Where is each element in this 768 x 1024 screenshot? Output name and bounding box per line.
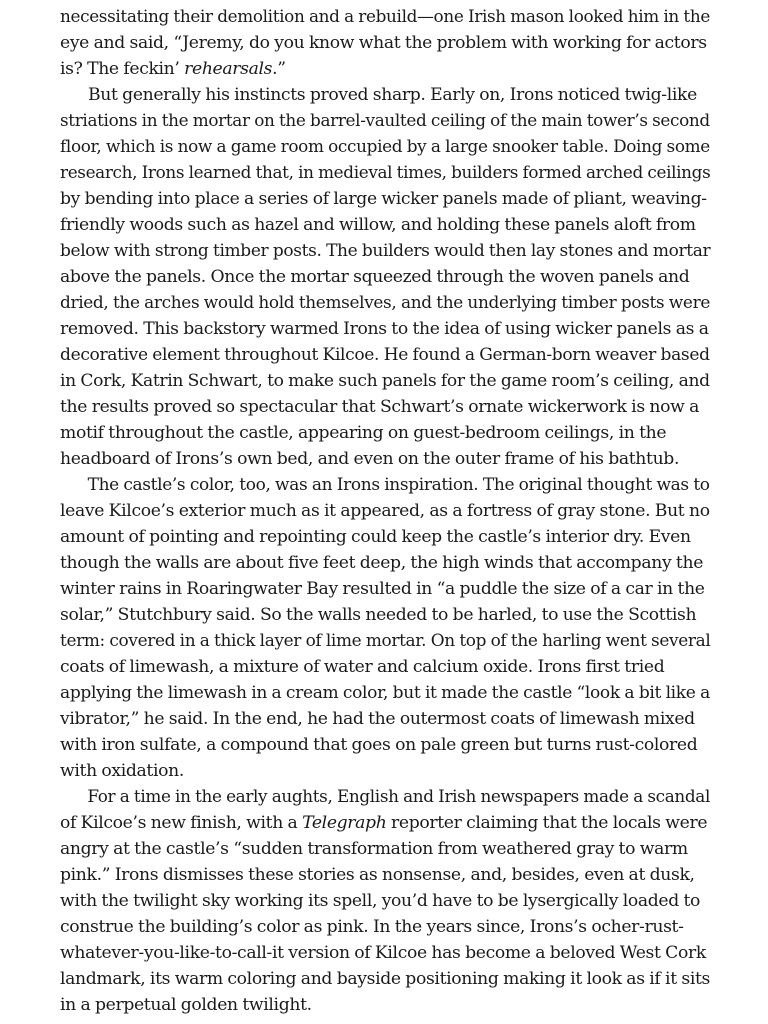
- text-line: [60, 264, 710, 290]
- text-line: [60, 680, 710, 706]
- text-segment: decorative element throughout Kilcoe. He found a German-born weaver based: [60, 345, 710, 365]
- text-line: [60, 966, 710, 992]
- text-segment: solar,” Stutchbury said. So the walls needed to be harled, to use the Scottish: [60, 605, 697, 625]
- text-segment: striations in the mortar on the barrel-vaulted ceiling of the main tower’s second: [60, 111, 710, 131]
- text-line: [60, 784, 711, 810]
- text-segment: coats of limewash, a mixture of water and calcium oxide. Irons first tried: [60, 657, 665, 677]
- text-line: [60, 888, 710, 914]
- text-line: [60, 238, 711, 264]
- text-segment: with the twilight sky working its spell, you’d have to be lysergically loaded to: [60, 891, 701, 911]
- text-line: [60, 342, 710, 368]
- text-segment: below with strong timber posts. The builders would then lay stones and mortar: [60, 241, 711, 261]
- text-segment: research, Irons learned that, in medieval times, builders formed arched ceilings: [60, 163, 711, 183]
- text-line: [60, 550, 710, 576]
- text-line: [60, 914, 710, 940]
- text-line: [60, 108, 710, 134]
- italic-text: Telegraph: [302, 813, 387, 833]
- paragraph: [60, 4, 710, 82]
- text-segment: with iron sulfate, a compound that goes on pale green but turns rust-colored: [60, 735, 698, 755]
- text-segment: leave Kilcoe’s exterior much as it appeared, as a fortress of gray stone. But no: [60, 501, 710, 521]
- paragraph: [60, 784, 710, 1018]
- text-line: [60, 498, 710, 524]
- text-segment: the results proved so spectacular that Schwart’s ornate wickerwork is now a: [60, 397, 699, 417]
- text-line: [60, 992, 710, 1018]
- text-segment: with oxidation.: [60, 761, 184, 781]
- text-segment: For a time in the early aughts, English and Irish newspapers made a scandal: [87, 787, 711, 807]
- text-line: [60, 30, 710, 56]
- text-segment: pink.” Irons dismisses these stories as nonsense, and, besides, even at dusk,: [60, 865, 695, 885]
- text-segment: dried, the arches would hold themselves, and the underlying timber posts were: [60, 293, 710, 313]
- text-segment: friendly woods such as hazel and willow, and holding these panels aloft from: [60, 215, 696, 235]
- text-line: [60, 602, 710, 628]
- text-segment: is? The feckin’: [60, 59, 185, 79]
- text-segment: vibrator,” he said. In the end, he had the outermost coats of limewash mixed: [60, 709, 695, 729]
- text-line: [60, 654, 710, 680]
- text-segment: removed. This backstory warmed Irons to the idea of using wicker panels as a: [60, 319, 709, 339]
- paragraph: [60, 82, 710, 472]
- paragraph: [60, 472, 710, 784]
- text-segment: motif throughout the castle, appearing on guest-bedroom ceilings, in the: [60, 423, 667, 443]
- text-line: [60, 4, 710, 30]
- text-segment: above the panels. Once the mortar squeezed through the woven panels and: [60, 267, 690, 287]
- text-segment: .”: [272, 59, 286, 79]
- text-line: [60, 758, 710, 784]
- text-line: [60, 472, 710, 498]
- text-segment: winter rains in Roaringwater Bay resulted in “a puddle the size of a car in the: [60, 579, 705, 599]
- text-segment: necessitating their demolition and a rebuild—one Irish mason looked him in the: [60, 7, 710, 27]
- text-line: [60, 810, 710, 836]
- text-segment: landmark, its warm coloring and bayside positioning making it look as if it sits: [60, 969, 711, 989]
- text-line: [60, 368, 710, 394]
- text-segment: term: covered in a thick layer of lime mortar. On top of the harling went several: [60, 631, 711, 651]
- text-line: [60, 394, 710, 420]
- article-page: [60, 4, 710, 1018]
- text-line: [60, 628, 711, 654]
- text-line: [60, 576, 710, 602]
- text-line: [60, 836, 710, 862]
- text-line: [60, 56, 710, 82]
- text-segment: angry at the castle’s “sudden transformation from weathered gray to warm: [60, 839, 688, 859]
- text-segment: floor, which is now a game room occupied by a large snooker table. Doing some: [60, 137, 710, 157]
- text-line: [60, 420, 710, 446]
- text-line: [60, 524, 710, 550]
- text-segment: of Kilcoe’s new finish, with a: [60, 813, 303, 833]
- text-line: [60, 940, 710, 966]
- text-segment: applying the limewash in a cream color, but it made the castle “look a bit like a: [60, 683, 710, 703]
- text-line: [60, 446, 710, 472]
- text-segment: amount of pointing and repointing could keep the castle’s interior dry. Even: [60, 527, 691, 547]
- text-segment: in Cork, Katrin Schwart, to make such panels for the game room’s ceiling, and: [60, 371, 710, 391]
- text-line: [60, 862, 710, 888]
- text-segment: though the walls are about five feet deep, the high winds that accompany the: [60, 553, 704, 573]
- text-segment: whatever-you-like-to-call-it version of Kilcoe has become a beloved West Cork: [60, 943, 706, 963]
- text-line: [60, 212, 710, 238]
- text-segment: in a perpetual golden twilight.: [60, 995, 312, 1015]
- text-segment: by bending into place a series of large wicker panels made of pliant, weaving-: [60, 189, 707, 209]
- text-line: [60, 186, 710, 212]
- italic-text: rehearsals: [184, 59, 273, 79]
- text-segment: construe the building’s color as pink. In the years since, Irons’s ocher-rust-: [60, 917, 684, 937]
- text-segment: But generally his instincts proved sharp. Early on, Irons noticed twig-like: [88, 85, 697, 105]
- text-line: [60, 82, 710, 108]
- text-line: [60, 732, 710, 758]
- text-segment: eye and said, “Jeremy, do you know what the problem with working for actors: [60, 33, 707, 53]
- text-line: [60, 706, 710, 732]
- text-segment: headboard of Irons’s own bed, and even on the outer frame of his bathtub.: [60, 449, 680, 469]
- text-line: [60, 316, 710, 342]
- text-line: [60, 160, 711, 186]
- text-line: [60, 290, 710, 316]
- text-line: [60, 134, 710, 160]
- text-segment: The castle’s color, too, was an Irons inspiration. The original thought was to: [87, 475, 710, 495]
- text-segment: reporter claiming that the locals were: [386, 813, 708, 833]
